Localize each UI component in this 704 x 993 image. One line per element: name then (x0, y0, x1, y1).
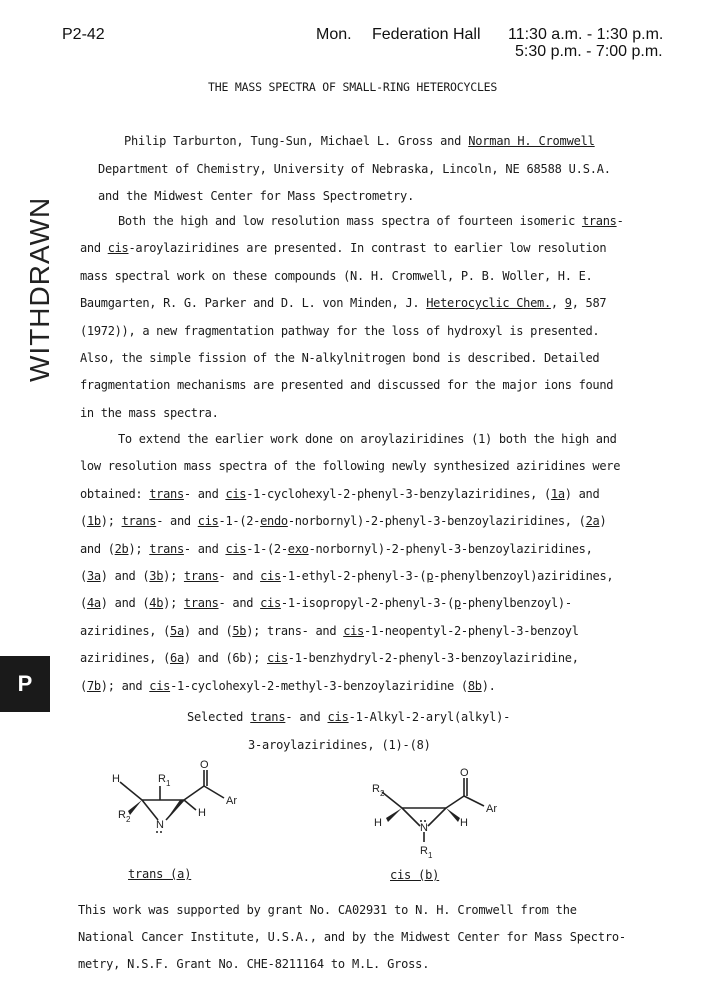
text-line: Baumgarten, R. G. Parker and D. L. von Minden, J. Heterocyclic Chem., 9, 587 (80, 296, 607, 311)
section-tab: P (0, 656, 50, 712)
text-line: To extend the earlier work done on aroylaziridines (1) both the high and (118, 432, 617, 446)
text-line: (3a) and (3b); trans- and cis-1-ethyl-2-phenyl-3-(p-phenylbenzoyl)aziridines, (80, 568, 614, 583)
lone-pair-dot (420, 820, 422, 822)
session-time-2: 5:30 p.m. - 7:00 p.m. (515, 43, 663, 60)
acknowledgement-line-2: National Cancer Institute, U.S.A., and by the Midwest Center for Mass Spectro- (78, 930, 626, 944)
lone-pair-dot (156, 831, 158, 833)
session-time-1: 11:30 a.m. - 1:30 p.m. (508, 26, 664, 43)
text-line: Also, the simple fission of the N-alkylnitrogen bond is described. Detailed (80, 350, 600, 365)
lone-pair-dot (160, 831, 162, 833)
carbonyl-bond (184, 786, 204, 800)
r2-group: R (372, 783, 380, 795)
text-line: Both the high and low resolution mass spectra of fourteen isomeric trans- (118, 214, 624, 228)
author-list (124, 134, 595, 148)
acknowledgement-line-1: This work was supported by grant No. CA02931 to N. H. Cromwell from the (78, 903, 577, 917)
text-line: (1972)), a new fragmentation pathway for the loss of hydroxyl is presented. (80, 323, 600, 338)
oxygen-atom: O (200, 759, 209, 771)
cis-aziridine-structure (360, 762, 520, 862)
r2-group: R (118, 809, 126, 821)
affiliation-1: Department of Chemistry, University of Nebraska, Lincoln, NE 68588 U.S.A. (98, 162, 611, 176)
ring-bond (402, 808, 420, 826)
r2-subscript: 2 (380, 789, 385, 798)
lone-pair-dot (424, 820, 426, 822)
paragraph-1 (80, 208, 680, 427)
aryl-group: Ar (486, 803, 497, 815)
session-code: P2-42 (62, 26, 105, 43)
session-day: Mon. (316, 26, 352, 43)
carbonyl-bond (446, 796, 464, 808)
r1-subscript: 1 (428, 851, 433, 860)
figure-caption-line-2: 3-aroylaziridines, (1)-(8) (248, 738, 431, 752)
paragraph-2 (80, 426, 680, 700)
text-line: aziridines, (5a) and (5b); trans- and cis-1-neopentyl-2-phenyl-3-benzoyl (80, 623, 579, 638)
hydrogen-atom: H (374, 817, 382, 829)
wedge-bond (446, 808, 460, 822)
hydrogen-atom: H (198, 807, 206, 819)
text-line: obtained: trans- and cis-1-cyclohexyl-2-phenyl-3-benzylaziridines, (1a) and (80, 486, 600, 501)
text-line: mass spectral work on these compounds (N. H. Cromwell, P. B. Woller, H. E. (80, 268, 593, 283)
r1-subscript: 1 (166, 779, 171, 788)
trans-aziridine-structure (100, 756, 260, 836)
r1-group: R (158, 773, 166, 785)
cis-label: cis (b) (390, 868, 440, 882)
text-line: (4a) and (4b); trans- and cis-1-isopropyl-2-phenyl-3-(p-phenylbenzoyl)- (80, 596, 572, 611)
presenting-author: Norman H. Cromwell (468, 134, 595, 148)
withdrawn-stamp: WITHDRAWN (24, 196, 55, 382)
session-location: Federation Hall (372, 26, 481, 43)
text-line: and cis-aroylaziridines are presented. In contrast to earlier low resolution (80, 241, 607, 256)
wedge-bond (128, 800, 142, 815)
affiliation-2: and the Midwest Center for Mass Spectrometry. (98, 189, 415, 203)
ring-bond (142, 800, 158, 820)
text-line: aziridines, (6a) and (6b); cis-1-benzhydryl-2-phenyl-3-benzoylaziridine, (80, 651, 579, 666)
text-line: low resolution mass spectra of the following newly synthesized aziridines were (80, 459, 621, 474)
trans-label: trans (a) (128, 867, 192, 881)
text-line: (7b); and cis-1-cyclohexyl-2-methyl-3-benzoylaziridine (8b). (80, 678, 496, 693)
author-names: Philip Tarburton, Tung-Sun, Michael L. Gross and (124, 134, 469, 148)
h-bond (184, 800, 196, 810)
r2-bond (382, 792, 402, 808)
hydrogen-atom: H (112, 773, 120, 785)
aryl-group: Ar (226, 795, 237, 807)
abstract-title: THE MASS SPECTRA OF SMALL-RING HETEROCYCLES (208, 80, 498, 94)
figure-caption-line-1: Selected trans- and cis-1-Alkyl-2-aryl(alkyl)- (187, 710, 511, 724)
nitrogen-atom: N (420, 822, 428, 834)
r1-group: R (420, 845, 428, 857)
wedge-bond (386, 808, 402, 822)
h-bond (120, 782, 142, 800)
text-line: in the mass spectra. (80, 405, 219, 420)
text-line: and (2b); trans- and cis-1-(2-exo-norbornyl)-2-phenyl-3-benzoylaziridines, (80, 541, 593, 556)
ar-bond (464, 796, 484, 806)
ar-bond (204, 786, 224, 798)
hydrogen-atom: H (460, 817, 468, 829)
text-line: fragmentation mechanisms are presented and discussed for the major ions found (80, 378, 614, 393)
r2-subscript: 2 (126, 815, 131, 824)
nitrogen-atom: N (156, 819, 164, 831)
text-line: (1b); trans- and cis-1-(2-endo-norbornyl)-2-phenyl-3-benzoylaziridines, (2a) (80, 514, 607, 529)
acknowledgement-line-3: metry, N.S.F. Grant No. CHE-8211164 to M.L. Gross. (78, 957, 430, 971)
oxygen-atom: O (460, 767, 469, 779)
ring-bond (428, 808, 446, 826)
